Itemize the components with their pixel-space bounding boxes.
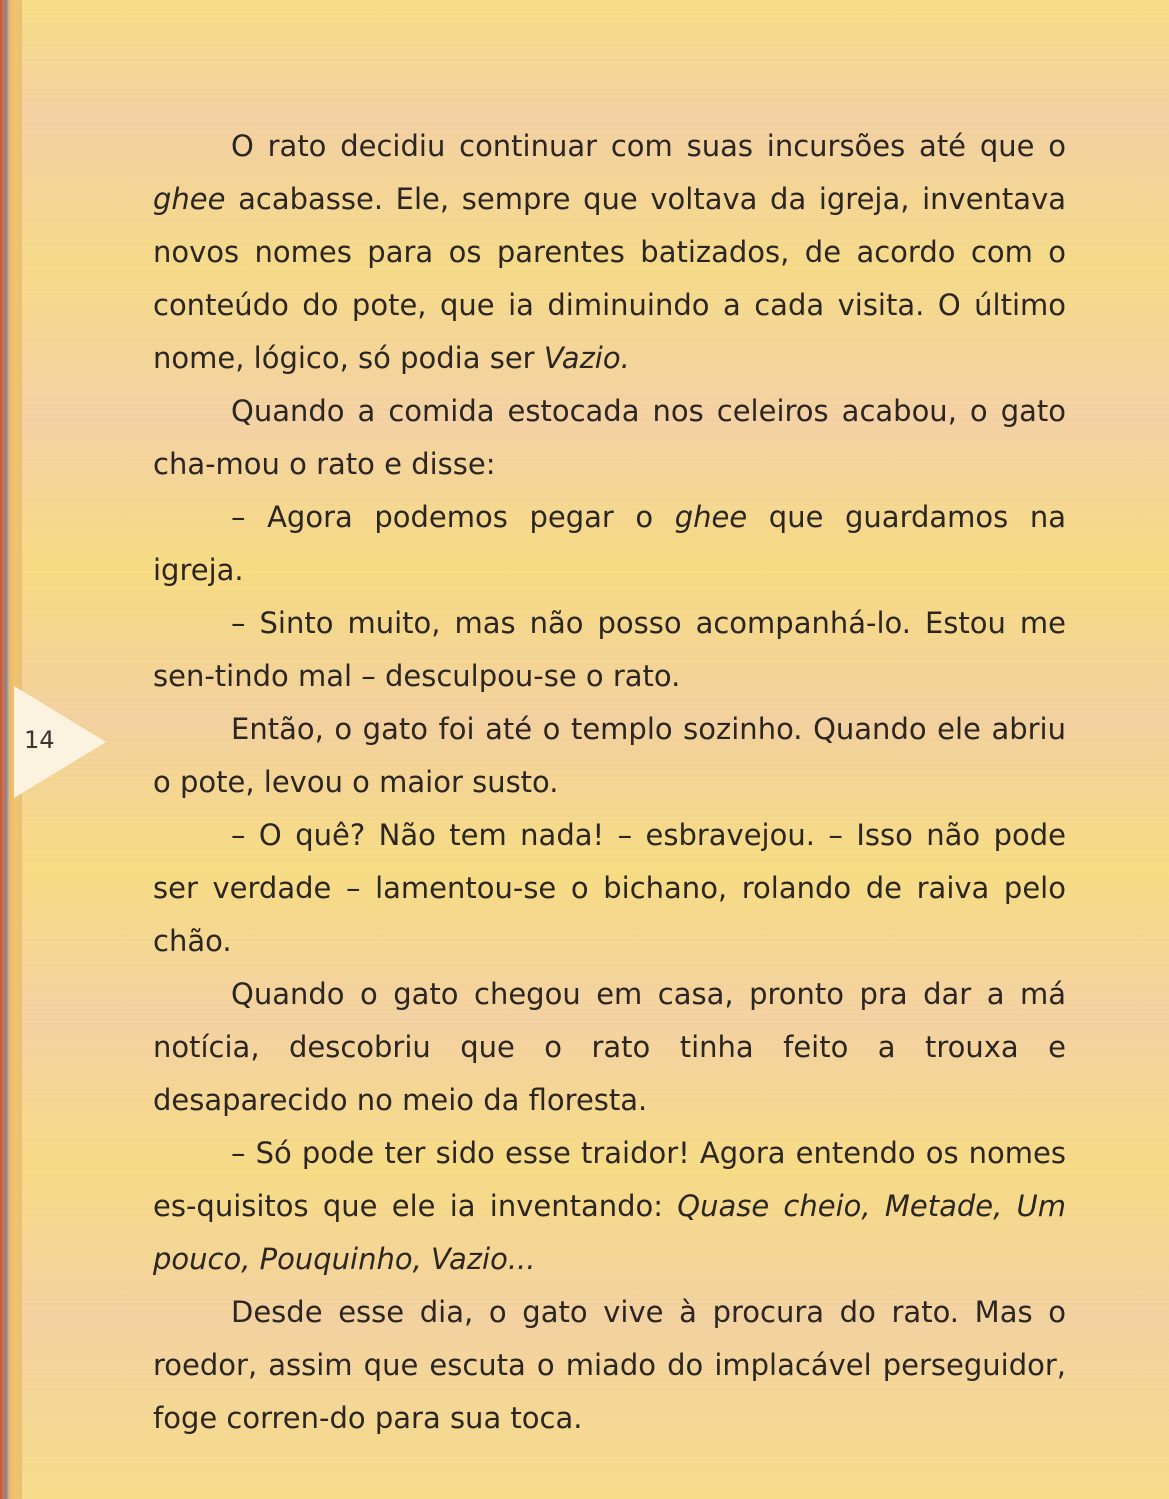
paragraph bbox=[153, 809, 1066, 968]
paragraph bbox=[153, 968, 1066, 1127]
text-segment: acabasse. Ele, sempre que voltava da igreja, inventava novos nomes para os parentes batizados, de acordo com o conteúdo do pote, que ia diminuindo a cada visita. O último nome, lógico, só podia ser bbox=[153, 182, 1066, 375]
italic-text: ghee bbox=[674, 500, 748, 534]
page-number: 14 bbox=[24, 726, 55, 754]
text-segment: – Agora podemos pegar o bbox=[231, 500, 675, 534]
paragraph bbox=[153, 597, 1066, 703]
text-segment: – O quê? Não tem nada! – esbravejou. – Isso não pode ser verdade – lamentou-se o bichano, rolando de raiva pelo chão. bbox=[153, 818, 1066, 958]
paragraph bbox=[153, 1127, 1066, 1286]
italic-text: ghee bbox=[153, 182, 226, 216]
story-text bbox=[153, 120, 1066, 1445]
text-segment: O rato decidiu continuar com suas incursões até que o bbox=[231, 129, 1066, 163]
italic-text: Vazio. bbox=[543, 341, 630, 375]
italic-text: Quase cheio, Metade, Um pouco, Pouquinho, Vazio... bbox=[153, 1189, 1067, 1276]
text-segment: – Sinto muito, mas não posso acompanhá-lo. Estou me sen-tindo mal – desculpou-se o rato. bbox=[153, 606, 1066, 693]
text-segment: Quando a comida estocada nos celeiros acabou, o gato cha-mou o rato e disse: bbox=[153, 394, 1066, 481]
text-segment: Então, o gato foi até o templo sozinho. Quando ele abriu o pote, levou o maior susto. bbox=[153, 712, 1066, 799]
text-segment: – Só pode ter sido esse traidor! Agora entendo os nomes es-quisitos que ele ia inventando: bbox=[153, 1136, 1066, 1223]
paragraph bbox=[153, 703, 1066, 809]
text-segment: Quando o gato chegou em casa, pronto pra dar a má notícia, descobriu que o rato tinha feito a trouxa e desaparecido no meio da floresta. bbox=[153, 977, 1066, 1117]
paragraph bbox=[153, 1286, 1066, 1445]
text-segment: Desde esse dia, o gato vive à procura do rato. Mas o roedor, assim que escuta o miado do implacável perseguidor, foge corren-do para sua toca. bbox=[153, 1295, 1066, 1435]
paragraph bbox=[153, 120, 1066, 385]
paragraph bbox=[153, 491, 1066, 597]
text-segment: que guardamos na igreja. bbox=[153, 500, 1066, 587]
paragraph bbox=[153, 385, 1066, 491]
